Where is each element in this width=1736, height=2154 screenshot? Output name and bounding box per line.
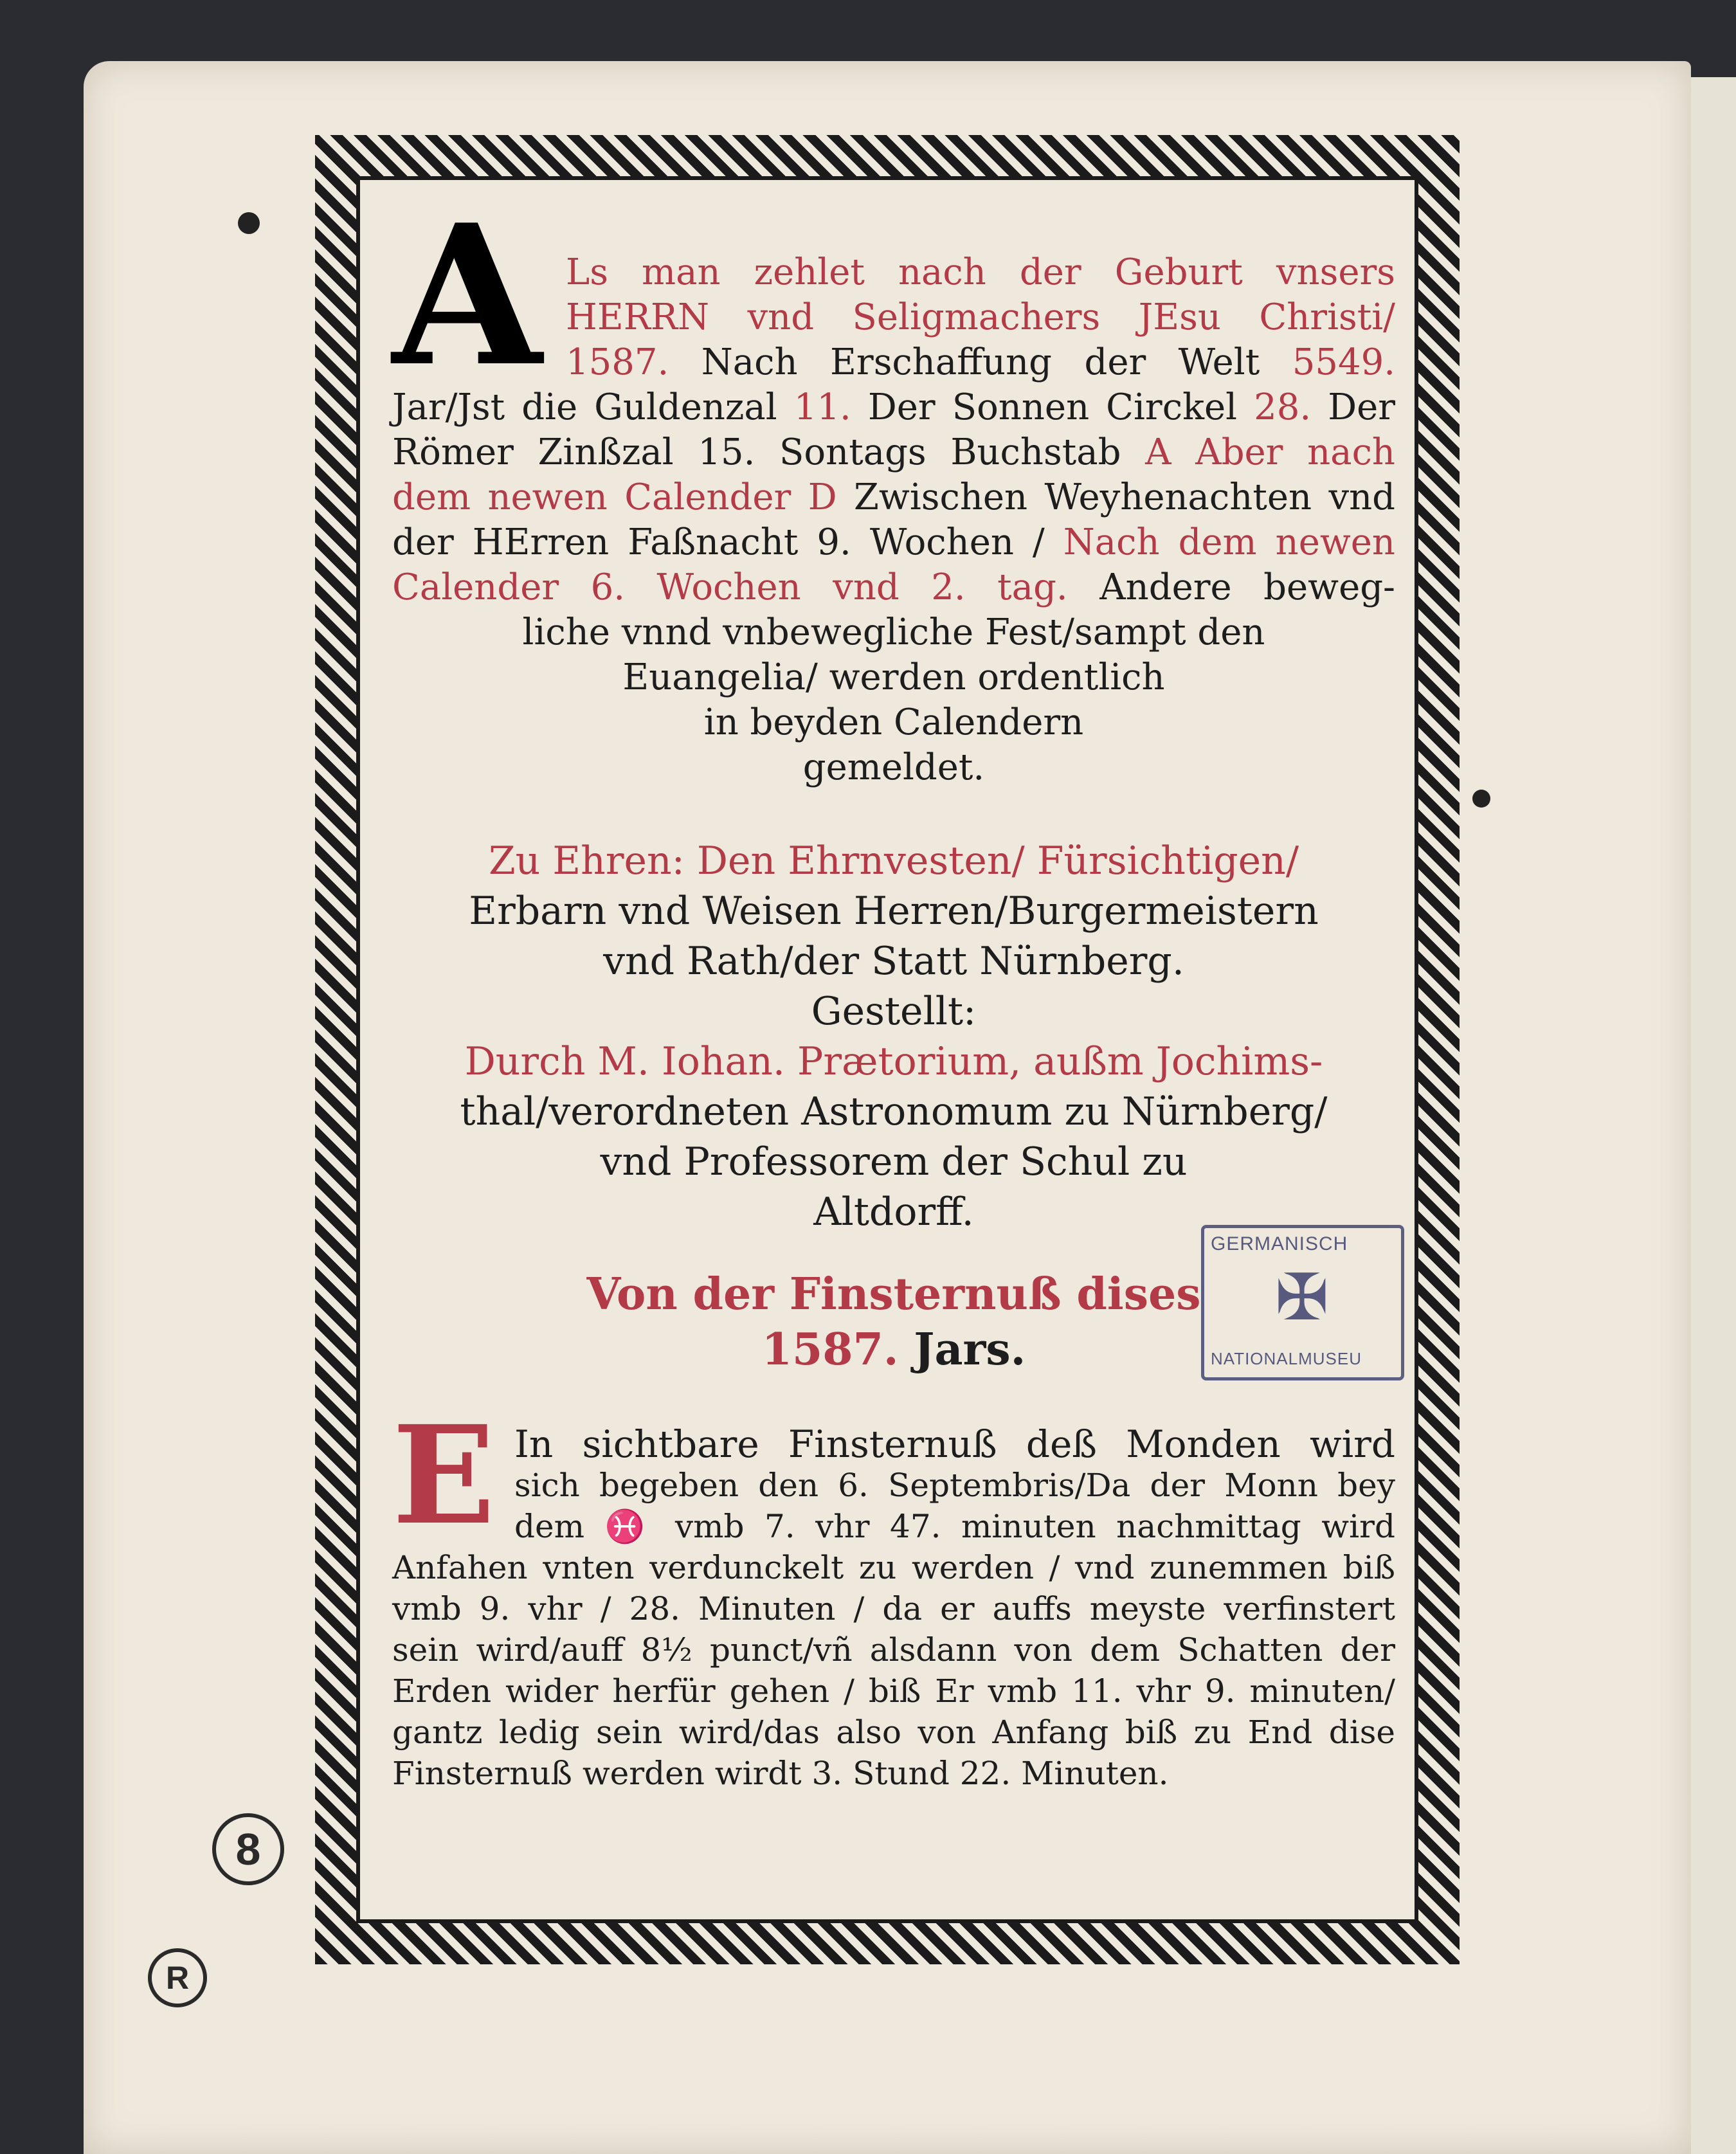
text-segment: Zwischen Weyhenachten vnd bbox=[853, 476, 1395, 518]
dedication-line: Erbarn vnd Weisen Herren/Burgermeistern bbox=[469, 889, 1319, 934]
intro-line bbox=[392, 611, 1395, 655]
text-segment: Andere beweg- bbox=[1099, 566, 1395, 608]
eclipse-line: vmb 9. vhr / 28. Minuten / da er auffs meyste verfinstert bbox=[392, 1590, 1395, 1627]
text-segment: Jar/Jst die Guldenzal bbox=[392, 386, 794, 428]
paper-spot bbox=[238, 212, 260, 234]
text-segment: Römer Zinßzal 15. Sontags Buchstab bbox=[392, 431, 1146, 473]
text-segment: Nach dem newen bbox=[1063, 521, 1395, 563]
intro-line bbox=[392, 431, 1395, 475]
stamp-top-text: GERMANISCH bbox=[1211, 1233, 1348, 1254]
intro-line bbox=[392, 386, 1395, 430]
text-segment: Nach Erschaffung der Welt bbox=[701, 341, 1292, 383]
intro-line bbox=[566, 296, 1395, 339]
registered-mark-circle: R bbox=[148, 1948, 207, 2007]
section-title-year: 1587. bbox=[761, 1324, 899, 1375]
text-segment: HERRN vnd Seligmachers JEsu Christi/ bbox=[566, 296, 1395, 338]
intro-line bbox=[392, 701, 1395, 745]
text-segment: Ls man zehlet nach der Geburt vnsers bbox=[566, 251, 1395, 293]
text-segment: 28. bbox=[1254, 386, 1312, 428]
dedication-line: Zu Ehren: Den Ehrnvesten/ Fürsichtigen/ bbox=[488, 838, 1299, 883]
eclipse-line: In sichtbare Finsternuß deß Monden wird bbox=[514, 1422, 1395, 1466]
text-segment: der HErren Faßnacht 9. Wochen / bbox=[392, 521, 1063, 563]
eclipse-line: sich begeben den 6. Septembris/Da der Monn bey bbox=[514, 1467, 1395, 1504]
stamp-bottom-text: NATIONALMUSEU bbox=[1211, 1349, 1362, 1368]
text-segment: Euangelia/ werden ordentlich bbox=[622, 656, 1165, 698]
dedication-line: Altdorff. bbox=[813, 1190, 974, 1235]
dedication-line: Gestellt: bbox=[811, 989, 977, 1034]
text-segment: 5549. bbox=[1292, 341, 1396, 383]
museum-stamp bbox=[1201, 1225, 1404, 1380]
text-segment: liche vnnd vnbewegliche Fest/sampt den bbox=[522, 611, 1265, 653]
section-title-line1: Von der Finsternuß dises bbox=[586, 1269, 1201, 1320]
text-segment: Calender 6. Wochen vnd 2. tag. bbox=[392, 566, 1100, 608]
eclipse-line: Anfahen vnten verdunckelt zu werden / vnd zunemmen biß bbox=[392, 1549, 1395, 1586]
intro-line bbox=[392, 476, 1395, 520]
text-segment: Der bbox=[1311, 386, 1396, 428]
intro-line bbox=[392, 746, 1395, 790]
text-segment: 1587. bbox=[566, 341, 701, 383]
eclipse-line: dem ♓ vmb 7. vhr 47. minuten nachmittag wird bbox=[514, 1508, 1395, 1545]
text-segment: 11. bbox=[793, 386, 851, 428]
intro-line bbox=[392, 521, 1395, 565]
paper-spot bbox=[1472, 790, 1490, 808]
eclipse-line: Erden wider herfür gehen / biß Er vmb 11. vhr 9. minuten/ bbox=[392, 1672, 1395, 1710]
initial-letter-a: A bbox=[392, 182, 542, 409]
intro-line bbox=[566, 341, 1395, 385]
dedication-block bbox=[386, 836, 1402, 1237]
initial-letter-e: E bbox=[392, 1396, 496, 1555]
intro-line bbox=[566, 251, 1395, 294]
text-segment: A Aber nach bbox=[1145, 431, 1396, 473]
eclipse-line: sein wird/auff 8½ punct/vñ alsdann von dem Schatten der bbox=[392, 1631, 1395, 1669]
text-segment: Der Sonnen Circkel bbox=[851, 386, 1254, 428]
text-segment: gemeldet. bbox=[802, 747, 985, 788]
dedication-line: vnd Rath/der Statt Nürnberg. bbox=[603, 939, 1184, 984]
dedication-line: thal/verordneten Astronomum zu Nürnberg/ bbox=[460, 1089, 1328, 1134]
eclipse-line: Finsternuß werden wirdt 3. Stund 22. Minuten. bbox=[392, 1755, 1169, 1792]
section-title-suffix: Jars. bbox=[898, 1324, 1026, 1375]
shelf-mark-circle: 8 bbox=[212, 1813, 284, 1885]
dedication-line: Durch M. Iohan. Prætorium, außm Jochims- bbox=[464, 1039, 1323, 1084]
text-segment: dem newen Calender D bbox=[392, 476, 854, 518]
eagle-icon: ✠ bbox=[1275, 1260, 1329, 1335]
eclipse-line: gantz ledig sein wird/das also von Anfang biß zu End dise bbox=[392, 1714, 1395, 1751]
intro-line bbox=[392, 656, 1395, 700]
text-segment: in beyden Calendern bbox=[703, 701, 1084, 743]
intro-line bbox=[392, 566, 1395, 610]
dedication-line: vnd Professorem der Schul zu bbox=[600, 1139, 1188, 1184]
